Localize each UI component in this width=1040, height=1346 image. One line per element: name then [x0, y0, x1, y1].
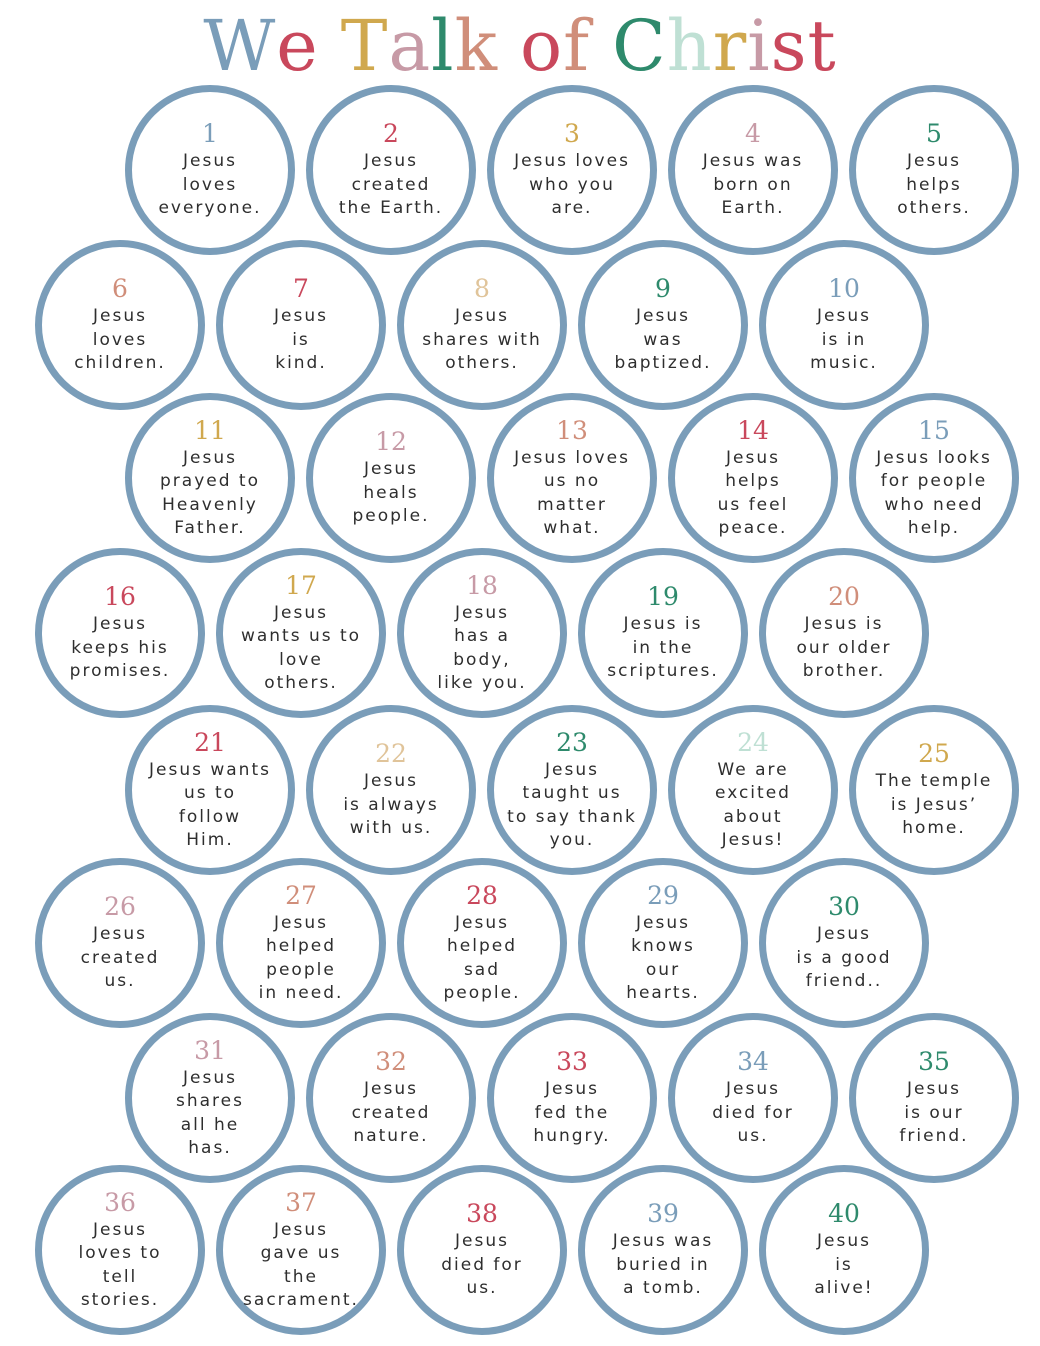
day-text: Jesus is our older brother. — [796, 614, 892, 682]
title-letter: T — [340, 5, 389, 87]
day-circle — [578, 1165, 748, 1335]
title-letter: r — [712, 5, 748, 87]
day-text: Jesus loves to tell stories. — [78, 1219, 162, 1310]
day-text: Jesus heals people. — [352, 459, 430, 527]
day-number: 13 — [556, 415, 588, 445]
day-circle — [487, 705, 657, 875]
day-number: 14 — [737, 415, 769, 445]
title-letter: f — [563, 5, 591, 87]
day-number: 12 — [375, 427, 407, 457]
day-text: Jesus loves who you are. — [514, 151, 630, 219]
day-number: 30 — [828, 892, 860, 922]
day-text: Jesus created us. — [80, 924, 160, 992]
day-text: Jesus is a good friend.. — [796, 924, 892, 992]
day-circle — [578, 548, 748, 718]
day-circle — [35, 240, 205, 410]
day-number: 8 — [474, 274, 490, 304]
day-text: Jesus knows our hearts. — [626, 912, 700, 1003]
day-circle — [487, 85, 657, 255]
day-circle — [759, 548, 929, 718]
day-text: Jesus gave us the sacrament. — [243, 1219, 359, 1310]
day-circle — [849, 705, 1019, 875]
day-circle — [668, 85, 838, 255]
day-number: 10 — [828, 274, 860, 304]
day-text: Jesus is our friend. — [899, 1079, 969, 1147]
day-text: Jesus created the Earth. — [338, 151, 444, 219]
day-number: 3 — [564, 119, 580, 149]
day-circle — [306, 393, 476, 563]
day-text: Jesus shares all he has. — [176, 1067, 244, 1158]
day-text: Jesus prayed to Heavenly Father. — [160, 447, 260, 538]
day-number: 5 — [926, 119, 942, 149]
title-letter: C — [612, 5, 667, 87]
day-circle — [578, 240, 748, 410]
day-circle — [578, 858, 748, 1028]
day-text: Jesus helps others. — [897, 151, 971, 219]
day-number: 36 — [104, 1187, 136, 1217]
day-number: 1 — [202, 119, 218, 149]
day-text: Jesus died for us. — [441, 1231, 523, 1299]
title-letter: s — [770, 5, 808, 87]
title-letter: o — [519, 5, 564, 87]
day-text: Jesus is kind. — [274, 306, 328, 374]
day-circle — [397, 548, 567, 718]
day-circle — [849, 393, 1019, 563]
day-circle — [35, 1165, 205, 1335]
day-circle — [35, 858, 205, 1028]
day-number: 37 — [285, 1187, 317, 1217]
day-text: Jesus loves us no matter what. — [514, 447, 630, 538]
day-text: Jesus loves everyone. — [158, 151, 262, 219]
day-circle — [125, 393, 295, 563]
title-letter — [319, 4, 341, 88]
day-number: 40 — [828, 1199, 860, 1229]
day-text: Jesus fed the hungry. — [533, 1079, 611, 1147]
day-number: 22 — [375, 739, 407, 769]
day-number: 4 — [745, 119, 761, 149]
day-number: 20 — [828, 582, 860, 612]
title-letter — [498, 4, 520, 88]
day-number: 25 — [918, 739, 950, 769]
day-text: Jesus has a body, like you. — [437, 602, 527, 693]
day-number: 18 — [466, 570, 498, 600]
day-circle — [397, 240, 567, 410]
day-text: Jesus helps us feel peace. — [717, 447, 789, 538]
day-number: 11 — [194, 415, 226, 445]
day-number: 28 — [466, 880, 498, 910]
day-number: 31 — [194, 1035, 226, 1065]
day-circle — [35, 548, 205, 718]
day-number: 39 — [647, 1199, 679, 1229]
title-letter — [590, 4, 612, 88]
day-circle — [397, 858, 567, 1028]
day-number: 33 — [556, 1047, 588, 1077]
day-number: 34 — [737, 1047, 769, 1077]
day-circle — [216, 1165, 386, 1335]
day-number: 32 — [375, 1047, 407, 1077]
title-letter: k — [454, 5, 498, 87]
day-number: 16 — [104, 582, 136, 612]
day-circle — [759, 858, 929, 1028]
title-letter: a — [388, 5, 432, 87]
day-circle — [487, 1013, 657, 1183]
day-text: Jesus looks for people who need help. — [876, 447, 992, 538]
day-circle — [849, 1013, 1019, 1183]
day-circle — [125, 1013, 295, 1183]
day-text: Jesus died for us. — [712, 1079, 794, 1147]
day-circle — [306, 1013, 476, 1183]
title-letter: h — [666, 5, 713, 87]
day-circle — [306, 705, 476, 875]
day-circle — [125, 705, 295, 875]
day-number: 27 — [285, 880, 317, 910]
title-letter: W — [203, 5, 277, 87]
day-circle — [668, 393, 838, 563]
day-number: 15 — [918, 415, 950, 445]
day-number: 23 — [556, 727, 588, 757]
day-number: 38 — [466, 1199, 498, 1229]
title-letter: e — [276, 5, 319, 87]
day-number: 6 — [112, 274, 128, 304]
title-letter: i — [747, 5, 771, 87]
day-text: The temple is Jesus’ home. — [875, 771, 993, 839]
day-text: Jesus was buried in a tomb. — [612, 1231, 714, 1299]
day-text: Jesus is always with us. — [343, 771, 439, 839]
day-number: 29 — [647, 880, 679, 910]
day-text: Jesus keeps his promises. — [69, 614, 171, 682]
day-number: 7 — [293, 274, 309, 304]
day-circle — [759, 240, 929, 410]
day-circle — [216, 548, 386, 718]
day-circle — [306, 85, 476, 255]
day-circle — [849, 85, 1019, 255]
day-circle — [216, 240, 386, 410]
day-text: Jesus loves children. — [74, 306, 166, 374]
day-number: 24 — [737, 727, 769, 757]
day-circle — [216, 858, 386, 1028]
day-text: Jesus taught us to say thank you. — [507, 759, 637, 850]
day-number: 9 — [655, 274, 671, 304]
day-text: Jesus is alive! — [814, 1231, 874, 1299]
day-text: Jesus was baptized. — [614, 306, 712, 374]
title-letter: t — [807, 5, 837, 87]
day-text: Jesus was born on Earth. — [702, 151, 804, 219]
page-title — [0, 4, 1040, 88]
day-circle — [397, 1165, 567, 1335]
day-text: Jesus wants us to love others. — [240, 602, 362, 693]
day-text: We are excited about Jesus! — [715, 759, 791, 850]
title-letter: l — [431, 5, 455, 87]
day-text: Jesus is in the scriptures. — [607, 614, 719, 682]
day-text: Jesus helped sad people. — [443, 912, 521, 1003]
day-number: 35 — [918, 1047, 950, 1077]
day-circle — [487, 393, 657, 563]
day-number: 26 — [104, 892, 136, 922]
day-circle — [125, 85, 295, 255]
day-circle — [759, 1165, 929, 1335]
day-circle — [668, 1013, 838, 1183]
day-text: Jesus helped people in need. — [258, 912, 344, 1003]
day-number: 2 — [383, 119, 399, 149]
day-circle — [668, 705, 838, 875]
day-text: Jesus is in music. — [810, 306, 878, 374]
day-text: Jesus shares with others. — [422, 306, 542, 374]
day-text: Jesus wants us to follow Him. — [149, 759, 271, 850]
day-text: Jesus created nature. — [351, 1079, 431, 1147]
day-number: 19 — [647, 582, 679, 612]
day-number: 17 — [285, 570, 317, 600]
day-number: 21 — [194, 727, 226, 757]
